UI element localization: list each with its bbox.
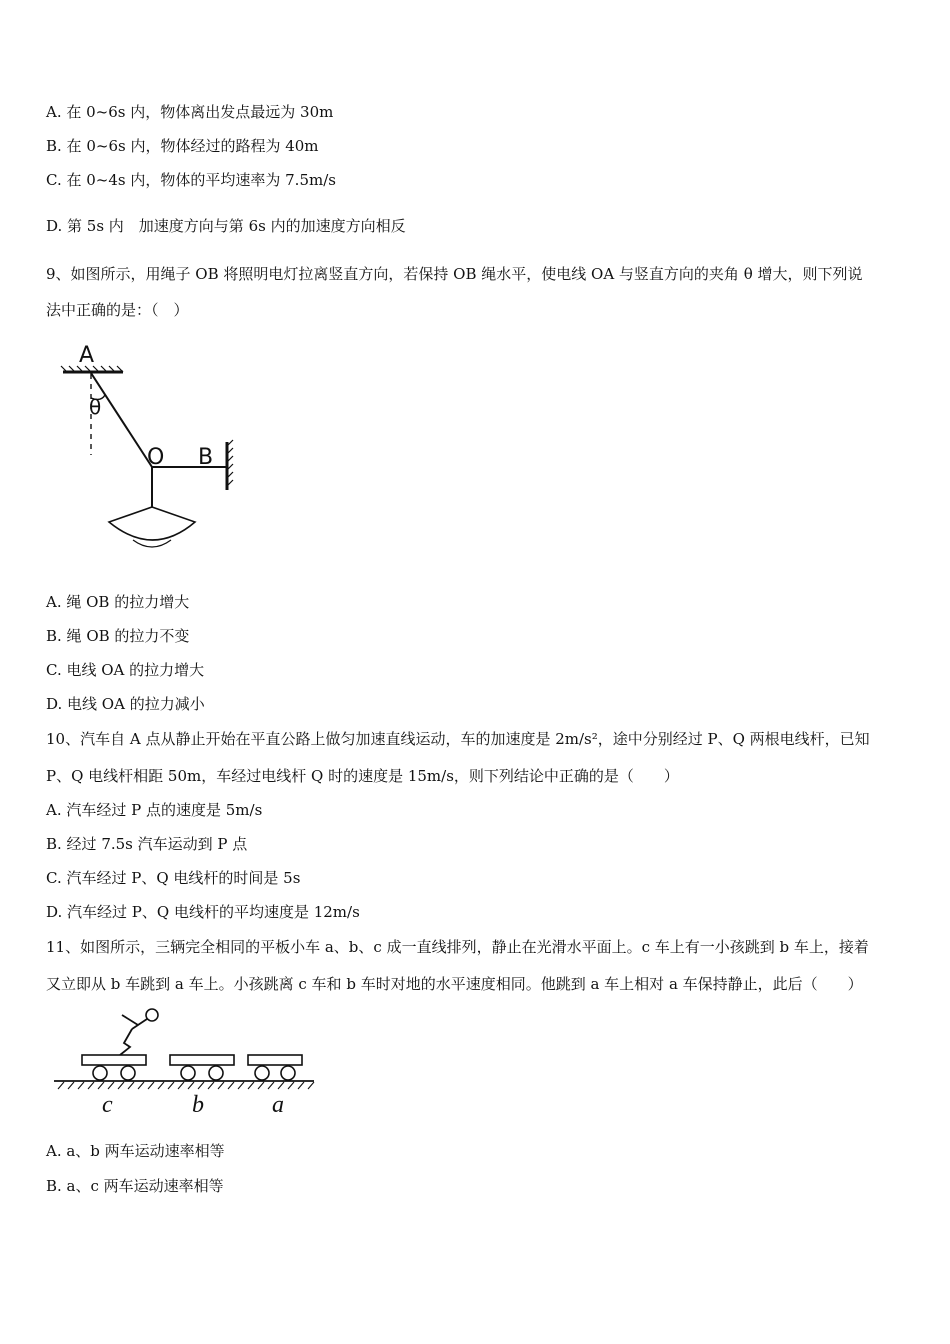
- q11-stem-line1: 11、如图所示，三辆完全相同的平板小车 a、b、c 成一直线排列，静止在光滑水平面上。c 车上有一小孩跳到 b 车上，接着: [46, 938, 869, 956]
- q9-lamp-figure: [55, 340, 255, 560]
- q11-option-a: A. a、b 两车运动速率相等: [46, 1142, 225, 1160]
- q9-stem-line1: 9、如图所示，用绳子 OB 将照明电灯拉离竖直方向，若保持 OB 绳水平，使电线 OA 与竖直方向的夹角 θ 增大，则下列说: [46, 265, 863, 283]
- q11-carts-figure: [52, 1005, 317, 1120]
- q11-option-b: B. a、c 两车运动速率相等: [46, 1177, 224, 1195]
- q9-label-b: B: [198, 445, 214, 470]
- q8-option-b: B. 在 0~6s 内，物体经过的路程为 40m: [46, 137, 319, 155]
- q8-option-a: A. 在 0~6s 内，物体离出发点最远为 30m: [46, 103, 334, 121]
- q11-label-c: c: [102, 1092, 113, 1118]
- q9-stem-line2: 法中正确的是：（ ）: [46, 301, 189, 319]
- q10-option-d: D. 汽车经过 P、Q 电线杆的平均速度是 12m/s: [46, 903, 360, 921]
- q8-option-d: D. 第 5s 内 加速度方向与第 6s 内的加速度方向相反: [46, 217, 406, 235]
- q9-label-o: O: [147, 445, 165, 470]
- q8-option-c: C. 在 0~4s 内，物体的平均速率为 7.5m/s: [46, 171, 336, 189]
- q9-option-b: B. 绳 OB 的拉力不变: [46, 627, 190, 645]
- q9-label-theta: θ: [89, 395, 102, 419]
- q10-stem-line1: 10、汽车自 A 点从静止开始在平直公路上做匀加速直线运动，车的加速度是 2m/s²，途中分别经过 P、Q 两根电线杆，已知: [46, 730, 870, 748]
- q9-option-c: C. 电线 OA 的拉力增大: [46, 661, 205, 679]
- q11-label-a: a: [272, 1092, 284, 1118]
- q10-option-b: B. 经过 7.5s 汽车运动到 P 点: [46, 835, 248, 853]
- q9-option-a: A. 绳 OB 的拉力增大: [46, 593, 190, 611]
- q11-stem-line2: 又立即从 b 车跳到 a 车上。小孩跳离 c 车和 b 车时对地的水平速度相同。他跳到 a 车上相对 a 车保持静止，此后（ ）: [46, 975, 863, 993]
- q10-option-a: A. 汽车经过 P 点的速度是 5m/s: [46, 801, 263, 819]
- q9-label-a: A: [79, 343, 95, 368]
- q11-label-b: b: [192, 1092, 204, 1118]
- q9-option-d: D. 电线 OA 的拉力减小: [46, 695, 205, 713]
- q10-stem-line2: P、Q 电线杆相距 50m，车经过电线杆 Q 时的速度是 15m/s，则下列结论中正确的是（ ）: [46, 767, 679, 785]
- q10-option-c: C. 汽车经过 P、Q 电线杆的时间是 5s: [46, 869, 301, 887]
